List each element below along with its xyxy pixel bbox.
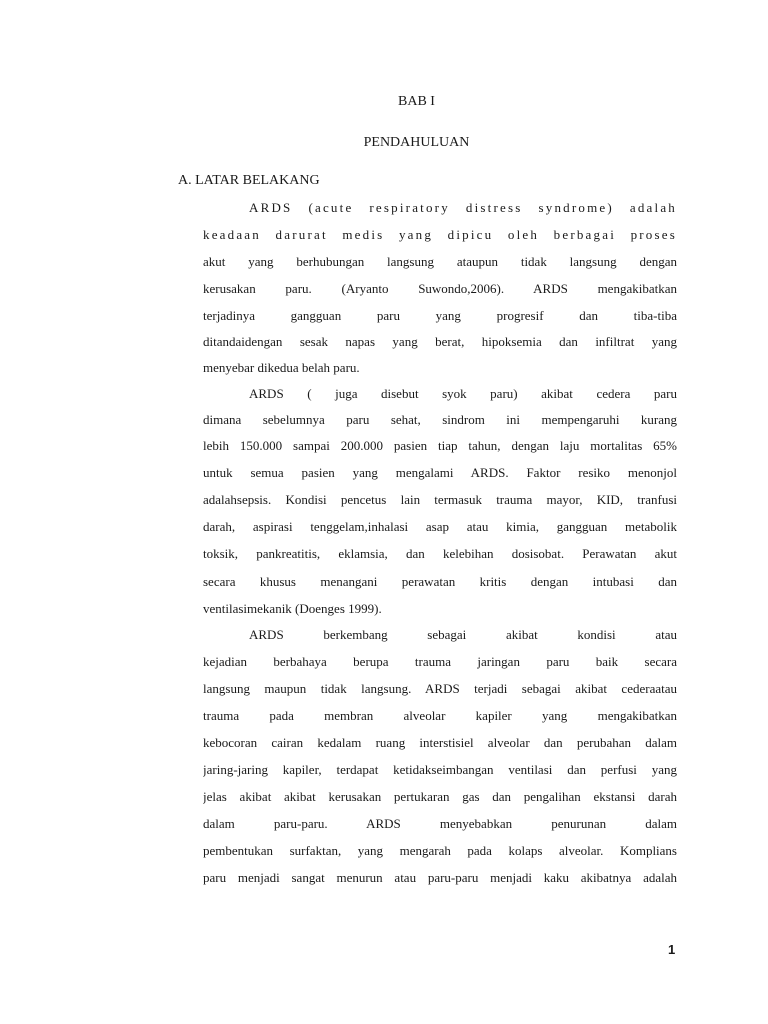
paragraph-1-line-6: ditandaidengan sesak napas yang berat, hipoksemia dan infiltrat yang: [203, 334, 677, 349]
paragraph-2-line-3: lebih 150.000 sampai 200.000 pasien tiap tahun, dengan laju mortalitas 65%: [203, 438, 677, 453]
paragraph-2-line-2: dimana sebelumnya paru sehat, sindrom ini mempengaruhi kurang: [203, 412, 677, 427]
paragraph-2-line-4: untuk semua pasien yang mengalami ARDS. Faktor resiko menonjol: [203, 465, 677, 480]
paragraph-1-line-3: akut yang berhubungan langsung ataupun tidak langsung dengan: [203, 254, 677, 269]
paragraph-2-line-6: darah, aspirasi tenggelam,inhalasi asap atau kimia, gangguan metabolik: [203, 519, 677, 534]
paragraph-3-line-7: jelas akibat akibat kerusakan pertukaran gas dan pengalihan ekstansi darah: [203, 789, 677, 804]
paragraph-2-line-5: adalahsepsis. Kondisi pencetus lain termasuk trauma mayor, KID, tranfusi: [203, 492, 677, 507]
paragraph-1-line-2: keadaan darurat medis yang dipicu oleh berbagai proses: [203, 227, 677, 242]
paragraph-1-line-1: ARDS (acute respiratory distress syndrome) adalah: [249, 200, 677, 215]
paragraph-3-line-1: ARDS berkembang sebagai akibat kondisi atau: [249, 627, 677, 642]
paragraph-1-line-7: menyebar dikedua belah paru.: [203, 360, 360, 375]
paragraph-2-line-1: ARDS ( juga disebut syok paru) akibat cedera paru: [249, 386, 677, 401]
paragraph-3-line-9: pembentukan surfaktan, yang mengarah pada kolaps alveolar. Komplians: [203, 843, 677, 858]
paragraph-1-line-5: terjadinya gangguan paru yang progresif dan tiba-tiba: [203, 308, 677, 323]
paragraph-3-line-3: langsung maupun tidak langsung. ARDS terjadi sebagai akibat cederaatau: [203, 681, 677, 696]
paragraph-3-line-6: jaring-jaring kapiler, terdapat ketidakseimbangan ventilasi dan perfusi yang: [203, 762, 677, 777]
paragraph-3-line-10: paru menjadi sangat menurun atau paru-paru menjadi kaku akibatnya adalah: [203, 870, 677, 885]
paragraph-2-line-9: ventilasimekanik (Doenges 1999).: [203, 601, 382, 616]
section-heading: A. LATAR BELAKANG: [178, 173, 320, 188]
paragraph-3-line-4: trauma pada membran alveolar kapiler yang mengakibatkan: [203, 708, 677, 723]
page-number: 1: [668, 942, 676, 957]
paragraph-2-line-7: toksik, pankreatitis, eklamsia, dan kelebihan dosisobat. Perawatan akut: [203, 546, 677, 561]
paragraph-3-line-8: dalam paru-paru. ARDS menyebabkan penurunan dalam: [203, 816, 677, 831]
chapter-title: PENDAHULUAN: [363, 135, 470, 150]
paragraph-1-line-4: kerusakan paru. (Aryanto Suwondo,2006). ARDS mengakibatkan: [203, 281, 677, 296]
chapter-number: BAB I: [398, 94, 435, 109]
paragraph-2-line-8: secara khusus menangani perawatan kritis dengan intubasi dan: [203, 574, 677, 589]
paragraph-3-line-5: kebocoran cairan kedalam ruang interstisiel alveolar dan perubahan dalam: [203, 735, 677, 750]
paragraph-3-line-2: kejadian berbahaya berupa trauma jaringan paru baik secara: [203, 654, 677, 669]
